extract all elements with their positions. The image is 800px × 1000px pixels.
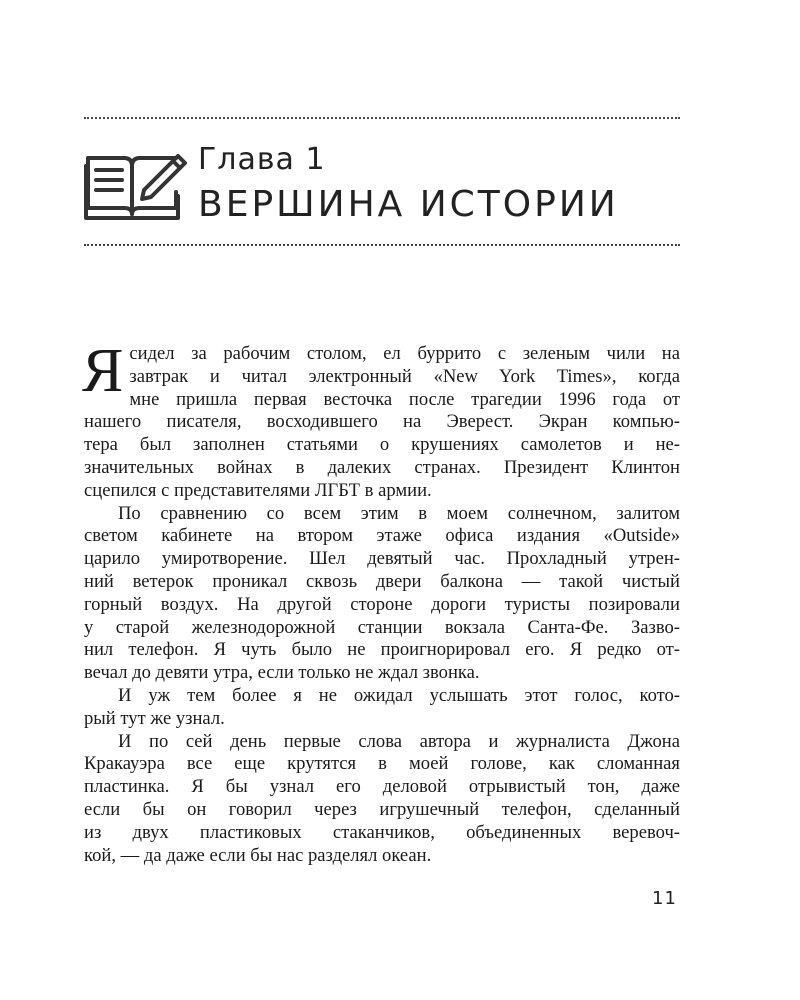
paragraph-line: мне пришла первая весточка после трагедии 1996 года от bbox=[129, 388, 680, 410]
drop-cap: Я bbox=[82, 337, 124, 405]
paragraph-3 bbox=[84, 685, 680, 731]
paragraph-1 bbox=[82, 337, 680, 503]
paragraph-line: светом кабинете на втором этаже офиса издания «Outside» bbox=[84, 525, 680, 547]
chapter-label: Глава 1 bbox=[198, 142, 326, 177]
paragraph-line: у старой железнодорожной станции вокзала Санта-Фе. Зазво- bbox=[84, 616, 680, 638]
paragraph-line: значительных войнах в далеких странах. Президент Клинтон bbox=[84, 456, 680, 478]
paragraph-line: горный воздух. На другой стороне дороги туристы позировали bbox=[84, 593, 680, 615]
page-number: 11 bbox=[652, 888, 677, 909]
chapter-title: ВЕРШИНА ИСТОРИИ bbox=[198, 184, 619, 225]
paragraph-line: если бы он говорил через игрушечный телефон, сделанный bbox=[84, 798, 680, 820]
paragraph-line: царило умиротворение. Шел девятый час. Прохладный утрен- bbox=[84, 548, 680, 570]
paragraph-line: вечал до девяти утра, если только не ждал звонка. bbox=[84, 662, 480, 684]
paragraph-line: нашего писателя, восходившего на Эверест. Экран компью- bbox=[84, 411, 680, 433]
open-book-with-pencil-icon bbox=[84, 152, 188, 222]
paragraph-line: По сравнению со всем этим в моем солнечном, залитом bbox=[118, 502, 680, 524]
header-bottom-divider bbox=[84, 244, 680, 246]
paragraph-line: кой, — да даже если бы нас разделял океан. bbox=[84, 844, 432, 866]
header-top-divider bbox=[84, 117, 680, 119]
paragraph-line: пластинка. Я бы узнал его деловой отрывистый тон, даже bbox=[84, 776, 680, 798]
paragraph-2 bbox=[84, 503, 680, 685]
paragraph-line: завтрак и читал электронный «New York Times», когда bbox=[129, 365, 680, 387]
paragraph-line: нил телефон. Я чуть было не проигнорировал его. Я редко от- bbox=[84, 639, 680, 661]
paragraph-line: рый тут же узнал. bbox=[84, 707, 225, 729]
paragraph-line: Кракауэра все еще крутятся в моей голове, как сломанная bbox=[84, 753, 680, 775]
paragraph-line: И уж тем более я не ожидал услышать этот голос, кото- bbox=[118, 684, 680, 706]
paragraph-line: сцепился с представителями ЛГБТ в армии. bbox=[84, 479, 432, 501]
paragraph-line: из двух пластиковых стаканчиков, объединенных веревоч- bbox=[84, 821, 680, 843]
paragraph-line: И по сей день первые слова автора и журналиста Джона bbox=[118, 730, 680, 752]
chapter-body-text bbox=[82, 337, 680, 867]
paragraph-line: сидел за рабочим столом, ел буррито с зеленым чили на bbox=[129, 343, 680, 364]
paragraph-line: ний ветерок проникал сквозь двери балкона — такой чистый bbox=[84, 570, 680, 592]
paragraph-line: тера был заполнен статьями о крушениях самолетов и не- bbox=[84, 434, 680, 456]
paragraph-4 bbox=[84, 731, 680, 868]
